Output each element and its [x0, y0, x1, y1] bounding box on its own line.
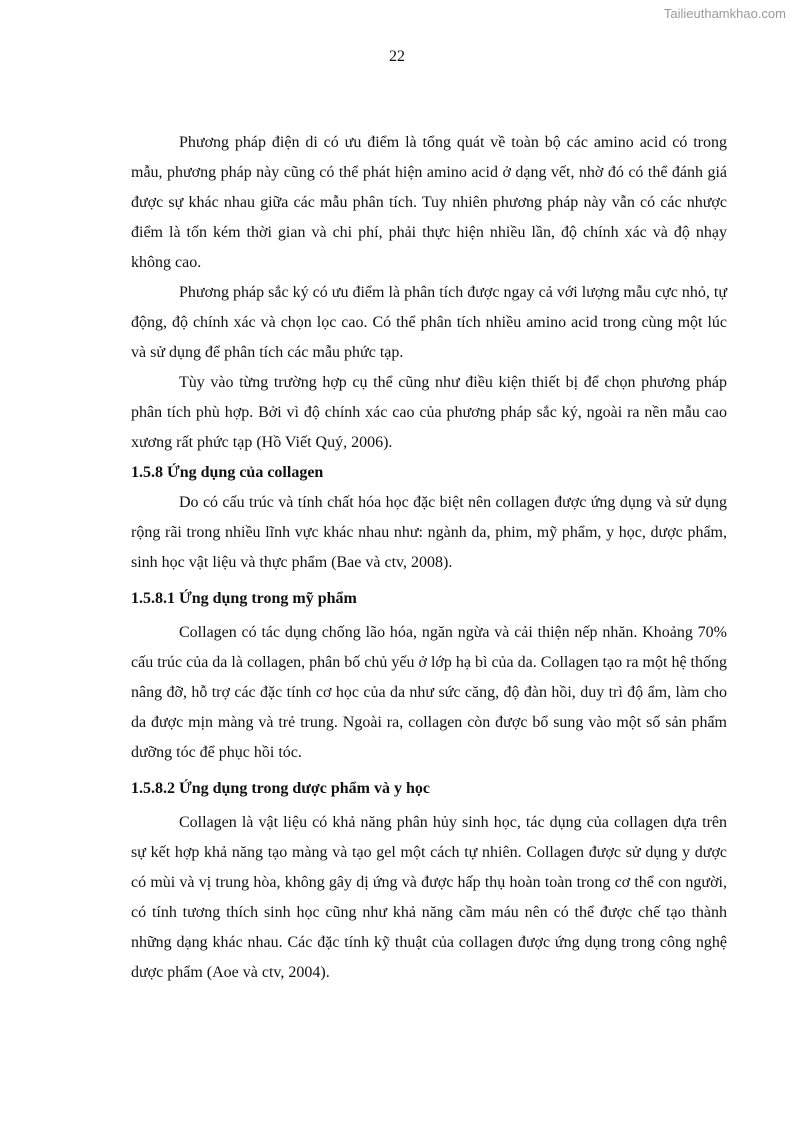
paragraph-electrophoresis: Phương pháp điện di có ưu điểm là tổng quát về toàn bộ các amino acid có trong mẫu, phương pháp này cũng có thể phát hiện amino acid ở dạng vết, nhờ đó có thể đánh giá được sự khác nhau giữa các mẫu phân tích. Tuy nhiên phương pháp này vẫn có các nhược điểm là tốn kém thời gian và chi phí, phải thực hiện nhiều lần, độ chính xác và độ nhạy không cao.	[131, 134, 727, 271]
paragraph-pharma-medicine: Collagen là vật liệu có khả năng phân hủy sinh học, tác dụng của collagen dựa trên sự kết hợp khả năng tạo màng và tạo gel một cách tự nhiên. Collagen được sử dụng y dược có mùi và vị trung hòa, không gây dị ứng và được hấp thụ hoàn toàn trong cơ thể con người, có tính tương thích sinh học cũng như khả năng cầm máu nên có thể được chế tạo thành những dạng khác nhau. Các đặc tính kỹ thuật của collagen được ứng dụng trong công nghệ dược phẩm (Aoe và ctv, 2004).	[131, 814, 727, 981]
document-body	[131, 128, 727, 988]
heading-cosmetics: 1.5.8.1 Ứng dụng trong mỹ phẩm	[131, 590, 357, 607]
heading-pharma-medicine: 1.5.8.2 Ứng dụng trong dược phẩm và y học	[131, 780, 430, 797]
paragraph-method-choice: Tùy vào từng trường hợp cụ thể cũng như điều kiện thiết bị để chọn phương pháp phân tích phù hợp. Bởi vì độ chính xác cao của phương pháp sắc ký, ngoài ra nền mẫu cao xương rất phức tạp (Hồ Viết Quý, 2006).	[131, 374, 727, 451]
paragraph-collagen-applications: Do có cấu trúc và tính chất hóa học đặc biệt nên collagen được ứng dụng và sử dụng rộng rãi trong nhiều lĩnh vực khác nhau như: ngành da, phim, mỹ phẩm, y học, dược phẩm, sinh học vật liệu và thực phẩm (Bae và ctv, 2008).	[131, 494, 727, 571]
paragraph-cosmetics: Collagen có tác dụng chống lão hóa, ngăn ngừa và cải thiện nếp nhăn. Khoảng 70% cấu trúc của da là collagen, phân bố chủ yếu ở lớp hạ bì của da. Collagen tạo ra một hệ thống nâng đỡ, hỗ trợ các đặc tính cơ học của da như sức căng, độ đàn hồi, duy trì độ ẩm, làm cho da được mịn màng và trẻ trung. Ngoài ra, collagen còn được bổ sung vào một số sản phẩm dưỡng tóc để phục hồi tóc.	[131, 624, 727, 761]
watermark: Tailieuthamkhao.com	[663, 6, 786, 21]
paragraph-chromatography: Phương pháp sắc ký có ưu điểm là phân tích được ngay cả với lượng mẫu cực nhỏ, tự động, độ chính xác và chọn lọc cao. Có thể phân tích nhiều amino acid trong cùng một lúc và sử dụng để phân tích các mẫu phức tạp.	[131, 284, 727, 361]
heading-collagen-applications: 1.5.8 Ứng dụng của collagen	[131, 464, 324, 481]
page-number: 22	[389, 48, 405, 65]
